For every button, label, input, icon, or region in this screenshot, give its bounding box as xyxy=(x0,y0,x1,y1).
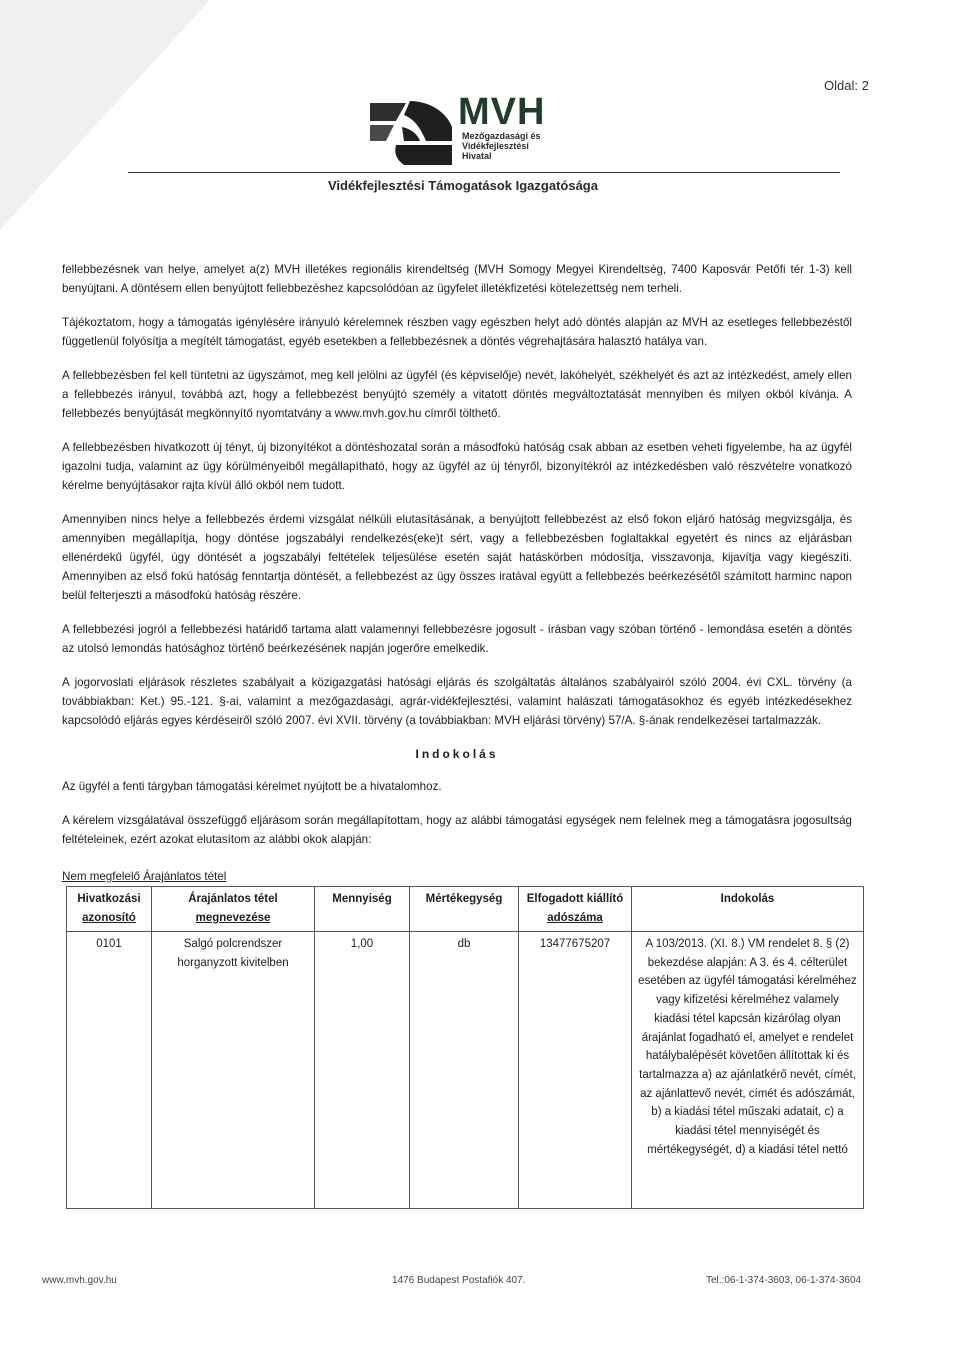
footer-website: www.mvh.gov.hu xyxy=(42,1275,117,1286)
column-header-unit: Mértékegység xyxy=(410,887,519,932)
mvh-logo xyxy=(366,91,566,175)
paragraph: Amennyiben nincs helye a fellebbezés érdemi vizsgálat nélküli elutasításának, a benyújtott fellebbezést az első fokon eljáró hatóság megvizsgálja, és amennyiben megállapítja, hogy döntése jogszabályi rendelkezés(eke)t sért, vagy a fellebbezésben foglaltakkal egyetért és nincs az eljárásban ellenérdekű ügyfél, úgy döntését a jogszabályi feltételek teljesülése esetén saját hatáskörben módosítja, visszavonja, kijavítja vagy kiegészíti. Amennyiben az első fokú hatóság fenntartja döntését, a fellebbezést az ügy összes iratával együtt a fellebbezés beérkezésétől számított harminc napon belül felterjeszti a másodfokú hatóság részére. xyxy=(62,513,852,602)
scan-shadow xyxy=(0,0,210,230)
rejected-items-table xyxy=(66,886,864,1209)
reasoning-paragraph: Az ügyfél a fenti tárgyban támogatási kérelmet nyújtott be a hivatalomhoz. xyxy=(62,780,442,793)
mvh-logo-mark-icon xyxy=(366,97,454,167)
logo-title: MVH xyxy=(458,91,546,133)
paragraph: fellebbezésnek van helye, amelyet a(z) MVH illetékes regionális kirendeltség (MVH Somogy Megyei Kirendeltség, 7400 Kaposvár Petőfi tér 1-3) kell benyújtani. A döntésem ellen benyújtott fellebbezéshez kapcsolódóan az ügyfelet illetékfizetési kötelezettség nem terheli. xyxy=(62,263,852,295)
paragraph: Tájékoztatom, hogy a támogatás igénylésére irányuló kérelemnek részben vagy egészben helyt adó döntés alapján az MVH az esetleges fellebbezéstől függetlenül folyósítja a megítélt támogatást, egyéb esetekben a fellebbezésnek a döntés végrehajtására halasztó hatálya van. xyxy=(62,316,852,348)
cell-reason: A 103/2013. (XI. 8.) VM rendelet 8. § (2) bekezdése alapján: A 3. és 4. célterület esetében az ügyfél támogatási kérelméhez vagy kifizetési kérelméhez valamely kiadási tétel kapcsán kizárólag olyan árajánlat fogadható el, amelyet e rendelet hatálybalépését követően állítottak ki és tartalmazza a) az ajánlatkérő nevét, címét, az ajánlattevő nevét, címét és adószámát, b) a kiadási tétel műszaki adatait, c) a kiadási tétel mennyiségét és mértékegységét, d) a kiadási tétel nettó xyxy=(632,932,864,1209)
table-row xyxy=(67,932,864,1209)
logo-subtitle-line: Hivatal xyxy=(462,151,492,161)
logo-subtitle-line: Mezőgazdasági és xyxy=(462,131,541,141)
column-header-quantity: Mennyiség xyxy=(315,887,410,932)
paragraph: A fellebbezési jogról a fellebbezési határidő tartama alatt valamennyi fellebbezésre jogosult - írásban vagy szóban történő - lemondása esetén a döntés az utolsó lemondás hatósághoz történő beérkezésének napján jogerőre emelkedik. xyxy=(62,623,852,655)
header-line: adószáma xyxy=(547,912,603,924)
footer-phone: Tel.:06-1-374-3603, 06-1-374-3604 xyxy=(706,1275,862,1286)
header-line: Árajánlatos tétel xyxy=(188,893,278,905)
cell-unit: db xyxy=(410,932,519,1209)
footer-address: 1476 Budapest Postafiók 407. xyxy=(392,1275,526,1286)
cell-item-name: Salgó polcrendszer horganyzott kivitelben xyxy=(152,932,315,1209)
header-line: azonosító xyxy=(82,912,136,924)
cell-reference: 0101 xyxy=(67,932,152,1209)
paragraph: A fellebbezésben hivatkozott új tényt, új bizonyítékot a döntéshozatal során a másodfokú hatóság csak abban az esetben veheti figyelembe, ha az ügyfél igazolni tudja, valamint az ügy körülményeiből megállapítható, hogy az ügyfél az új tényről, bizonyítékról az intézkedésben való részvételre vonatkozó kérelme benyújtásakor rajta kívül álló okból nem tudott. xyxy=(62,441,852,492)
header-divider xyxy=(128,172,840,173)
cell-quantity: 1,00 xyxy=(315,932,410,1209)
column-header-reason: Indokolás xyxy=(632,887,864,932)
logo-subtitle-line: Vidékfejlesztési xyxy=(462,141,529,151)
header-line: megnevezése xyxy=(195,912,271,924)
table-title: Nem megfelelő Árajánlatos tétel xyxy=(62,870,227,883)
header-subtitle: Vidékfejlesztési Támogatások Igazgatósága xyxy=(328,178,598,193)
header-line: Elfogadott kiállító xyxy=(526,893,624,905)
column-header-item-name xyxy=(152,887,315,932)
logo-subtitle xyxy=(462,131,541,161)
paragraph: A jogorvoslati eljárások részletes szabályait a közigazgatási hatósági eljárás és szolgáltatás általános szabályairól szóló 2004. évi CXL. törvény (a továbbiakban: Ket.) 95.-121. §-ai, valamint a mezőgazdasági, agrár-vidékfejlesztési, valamint halászati támogatásokhoz és egyéb intézkedésekhez kapcsolódó eljárás egyes kérdéseiről szóló 2007. évi XVII. törvény (a továbbiakban: MVH eljárási törvény) 57/A. §-ának rendelkezései tartalmazzák. xyxy=(62,676,852,727)
document-body xyxy=(62,260,857,1209)
reasoning-paragraph: A kérelem vizsgálatával összefüggő eljárásom során megállapítottam, hogy az alábbi támogatási egységek nem felelnek meg a támogatásra jogosultság feltételeinek, ezért azokat elutasítom az alábbi okok alapján: xyxy=(62,814,852,846)
cell-tax-number: 13477675207 xyxy=(519,932,632,1209)
page-number: Oldal: 2 xyxy=(824,78,869,93)
header-line: Hivatkozási xyxy=(77,893,141,905)
column-header-reference xyxy=(67,887,152,932)
paragraph: A fellebbezésben fel kell tüntetni az ügyszámot, meg kell jelölni az ügyfél (és képviselője) nevét, lakóhelyét, székhelyét és azt az intézkedést, amely ellen a fellebbezés irányul, továbbá azt, hogy a fellebbezést benyújtó személy a vitatott döntés megváltoztatását mennyiben és milyen okból kívánja. A fellebbezés benyújtását megkönnyítő nyomtatvány a www.mvh.gov.hu címről tölthető. xyxy=(62,369,852,420)
column-header-tax-number xyxy=(519,887,632,932)
table-header-row xyxy=(67,887,864,932)
section-heading: Indokolás xyxy=(415,747,499,761)
